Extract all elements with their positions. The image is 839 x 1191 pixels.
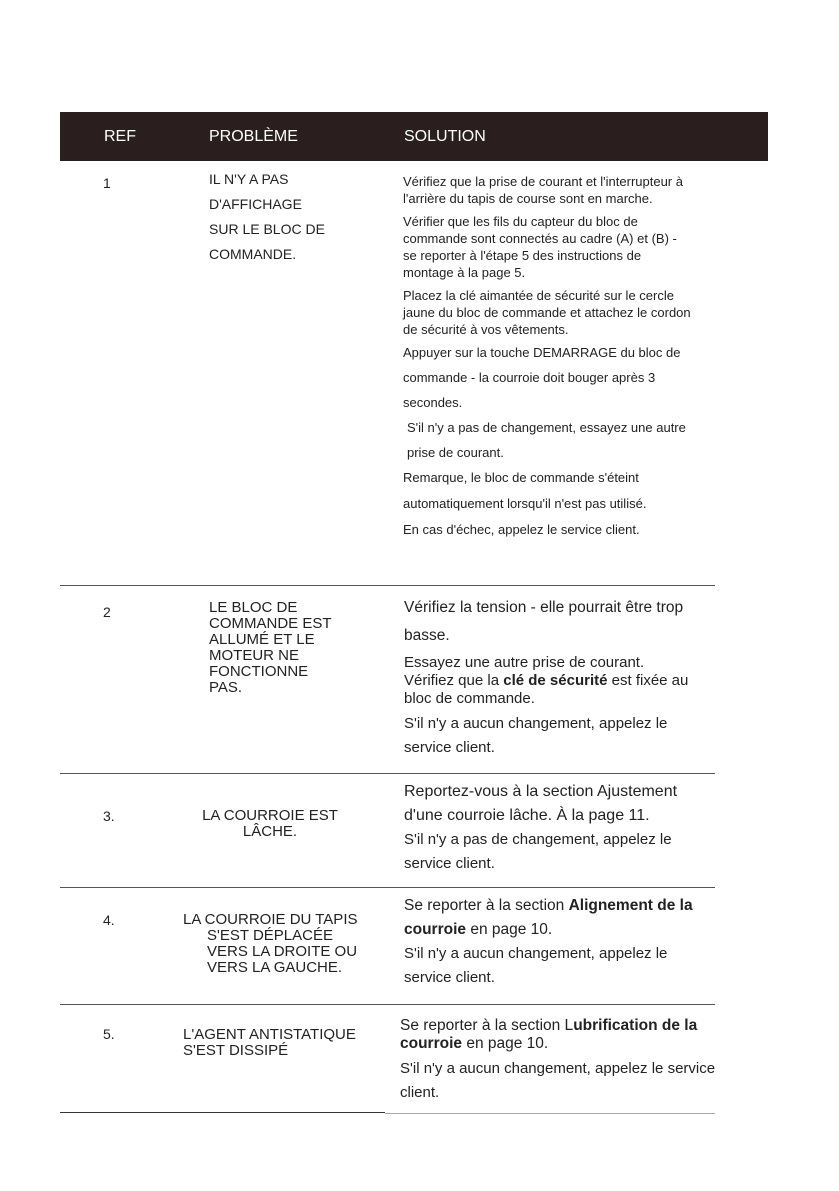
ref-number: 4. [103, 912, 115, 928]
solution-text: Se reporter à la section Lubrification de la courroie en page 10. S'il n'y a aucun changement, appelez le service client. [400, 1017, 716, 1101]
row-divider [60, 585, 715, 586]
header-ref: REF [104, 128, 136, 145]
problem-text: LA COURROIE EST LÂCHE. [202, 807, 338, 840]
row-divider [385, 1113, 715, 1114]
solution-text: Vérifiez la tension - elle pourrait être trop basse. Essayez une autre prise de courant. Vérifiez que la clé de sécurité est fixée au bloc de commande. S'il n'y a aucun changement, appelez le service client. [404, 599, 689, 756]
row-divider [60, 1112, 385, 1113]
solution-text: Vérifiez que la prise de courant et l'interrupteur à l'arrière du tapis de course sont en marche. Vérifier que les fils du capteur du bloc de commande sont connectés au cadre (A) et (B) - se reporter à l'étape 5 des instructions de montage à la page 5. Placez la clé aimantée de sécurité sur le cercle jaune du bloc de commande et attachez le cordon de sécurité à vos vêtements. Appuyer sur la touche DEMARRAGE du bloc de commande - la courroie doit bouger après 3 secondes. S'il n'y a pas de changement, essayez une autre prise de courant. Remarque, le bloc de commande s'éteint automatiquement lorsqu'il n'est pas utilisé. En cas d'échec, appelez le service client. [403, 174, 691, 537]
solution-text: Reportez-vous à la section Ajustement d'une courroie lâche. À la page 11. S'il n'y a pas de changement, appelez le service client. [404, 783, 678, 872]
problem-text: LA COURROIE DU TAPIS S'EST DÉPLACÉE VERS LA DROITE OU VERS LA GAUCHE. [183, 911, 358, 976]
row-divider [60, 773, 715, 774]
ref-number: 3. [103, 808, 115, 824]
problem-text: L'AGENT ANTISTATIQUE S'EST DISSIPÉ [183, 1026, 356, 1059]
problem-text: LE BLOC DE COMMANDE EST ALLUMÉ ET LE MOTEUR NE FONCTIONNE PAS. [209, 599, 332, 696]
ref-number: 2 [103, 604, 111, 620]
ref-number: 5. [103, 1026, 115, 1042]
row-divider [60, 1004, 715, 1005]
header-solution: SOLUTION [404, 128, 486, 145]
solution-text: Se reporter à la section Alignement de la courroie en page 10. S'il n'y a aucun changement, appelez le service client. [404, 897, 693, 986]
ref-number: 1 [103, 175, 111, 191]
header-problem: PROBLÈME [209, 128, 298, 145]
table-header [60, 112, 768, 161]
problem-text: IL N'Y A PAS D'AFFICHAGE SUR LE BLOC DE COMMANDE. [209, 171, 325, 262]
row-divider [60, 887, 715, 888]
